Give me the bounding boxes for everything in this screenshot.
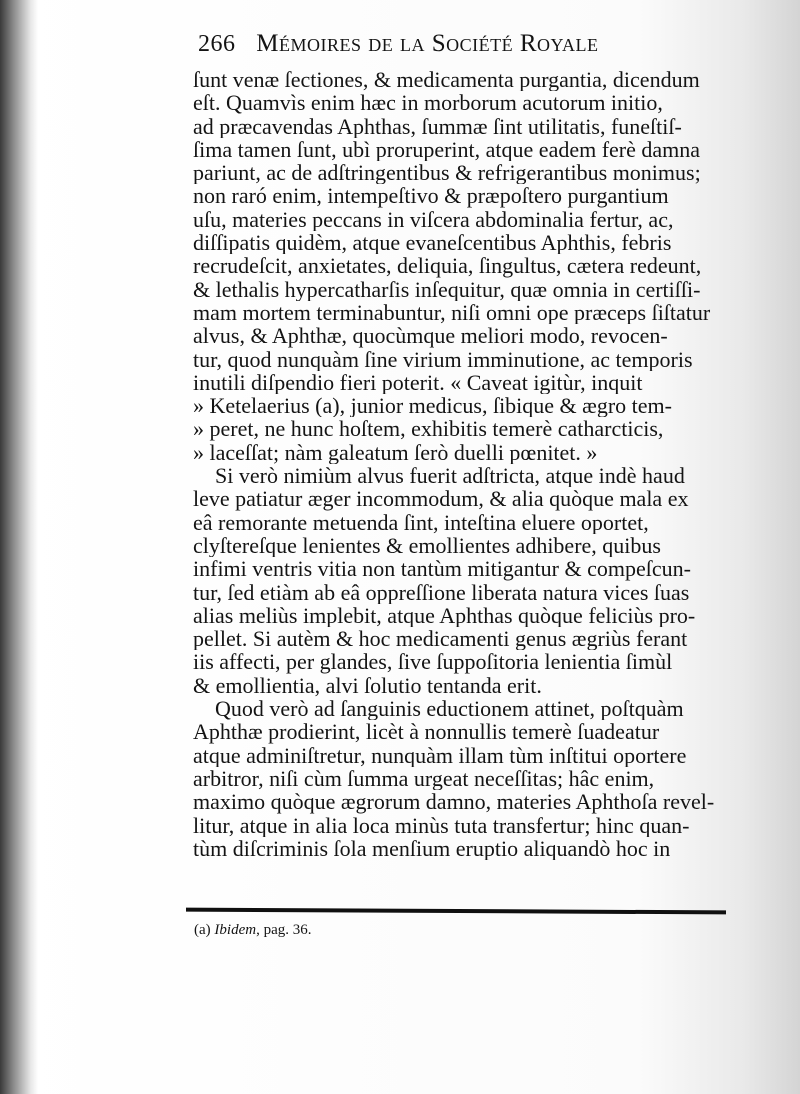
running-header	[198, 30, 718, 58]
text-line: non raró enim, intempeſtivo & præpoſtero purgantium	[193, 184, 669, 208]
footnote-pages: , pag. 36.	[256, 922, 312, 938]
body-text	[193, 68, 733, 860]
footnote-rule	[186, 908, 726, 915]
text-line: litur, atque in alia loca minùs tuta transfertur; hinc quan-	[193, 813, 690, 837]
text-line: mam mortem terminabuntur, niſi omni ope præceps ſiſtatur	[193, 300, 711, 325]
text-line: ſunt venæ ſectiones, & medicamenta purgantia, dicendum	[193, 68, 700, 92]
book-gutter-shadow	[0, 0, 38, 1094]
text-line: clyſtereſque lenientes & emollientes adhibere, quibus	[193, 533, 661, 558]
text-line: uſu, materies peccans in viſcera abdominalia fertur, ac,	[193, 207, 674, 232]
text-line: atque adminiſtretur, nunquàm illam tùm inſtitui oportere	[193, 743, 687, 767]
text-line: infimi ventris vitia non tantùm mitigantur & compeſcun-	[193, 557, 691, 581]
text-line: inutili diſpendio fieri poterit. « Caveat igitùr, inquit	[193, 370, 643, 395]
text-line: tur, ſed etiàm ab eâ oppreſſione liberata natura vices ſuas	[193, 580, 690, 604]
footnote	[194, 922, 311, 939]
text-line: ſima tamen ſunt, ubì proruperint, atque eadem ferè damna	[193, 137, 701, 162]
running-title: Mémoires de la Société Royale	[256, 30, 599, 57]
quoted-line: » laceſſat; nàm galeatum ſerò duelli pœnitet. »	[193, 440, 598, 465]
footnote-source: Ibidem	[214, 922, 257, 938]
text-line: & lethalis hypercatharſis inſequitur, quæ omnia in certiſſi-	[193, 277, 701, 301]
text-line: alias meliùs implebit, atque Aphthas quòque feliciùs pro-	[193, 603, 696, 628]
quoted-line: » peret, ne hunc hoſtem, exhibitis temerè catharcticis,	[193, 417, 664, 441]
quoted-line: » Ketelaerius (a), junior medicus, ſibique & ægro tem-	[193, 394, 672, 418]
text-line: tùm diſcriminis ſola menſium eruptio aliquandò hoc in	[193, 836, 671, 861]
text-line: & emollientia, alvi ſolutio tentanda erit.	[193, 673, 542, 698]
text-line: maximo quòque ægrorum damno, materies Aphthoſa revel-	[193, 790, 715, 814]
page-number: 266	[198, 31, 236, 57]
text-line: eâ remorante metuenda ſint, inteſtina eluere oportet,	[193, 510, 649, 534]
text-line: Aphthæ prodierint, licèt à nonnullis temerè ſuadeatur	[193, 720, 660, 744]
text-line: arbitror, niſi cùm ſumma urgeat neceſſitas; hâc enim,	[193, 766, 655, 791]
text-line: pellet. Si autèm & hoc medicamenti genus ægriùs ferant	[193, 627, 688, 651]
text-line: iis affecti, per glandes, ſive ſuppoſitoria lenientia ſimùl	[193, 650, 673, 674]
paragraph-start-line: Si verò nimiùm alvus fuerit adſtricta, atque indè haud	[215, 464, 685, 488]
text-line: alvus, & Aphthæ, quocùmque meliori modo, revocen-	[193, 324, 668, 348]
text-line: diſſipatis quidèm, atque evaneſcentibus Aphthis, febris	[193, 231, 672, 255]
footnote-marker: (a)	[194, 922, 211, 938]
text-line: pariunt, ac de adſtringentibus & refrigerantibus monimus;	[193, 161, 701, 185]
text-line: tur, quod nunquàm ſine virium imminutione, ac temporis	[193, 347, 693, 371]
text-line: ad præcavendas Aphthas, ſummæ ſint utilitatis, funeſtiſ-	[193, 114, 682, 138]
text-line: recrudeſcit, anxietates, deliquia, ſingultus, cætera redeunt,	[193, 254, 702, 278]
text-line: leve patiatur æger incommodum, & alia quòque mala ex	[193, 487, 689, 511]
text-line: eſt. Quamvìs enim hæc in morborum acutorum initio,	[193, 91, 663, 115]
paragraph-start-line: Quod verò ad ſanguinis eductionem attinet, poſtquàm	[215, 697, 684, 721]
